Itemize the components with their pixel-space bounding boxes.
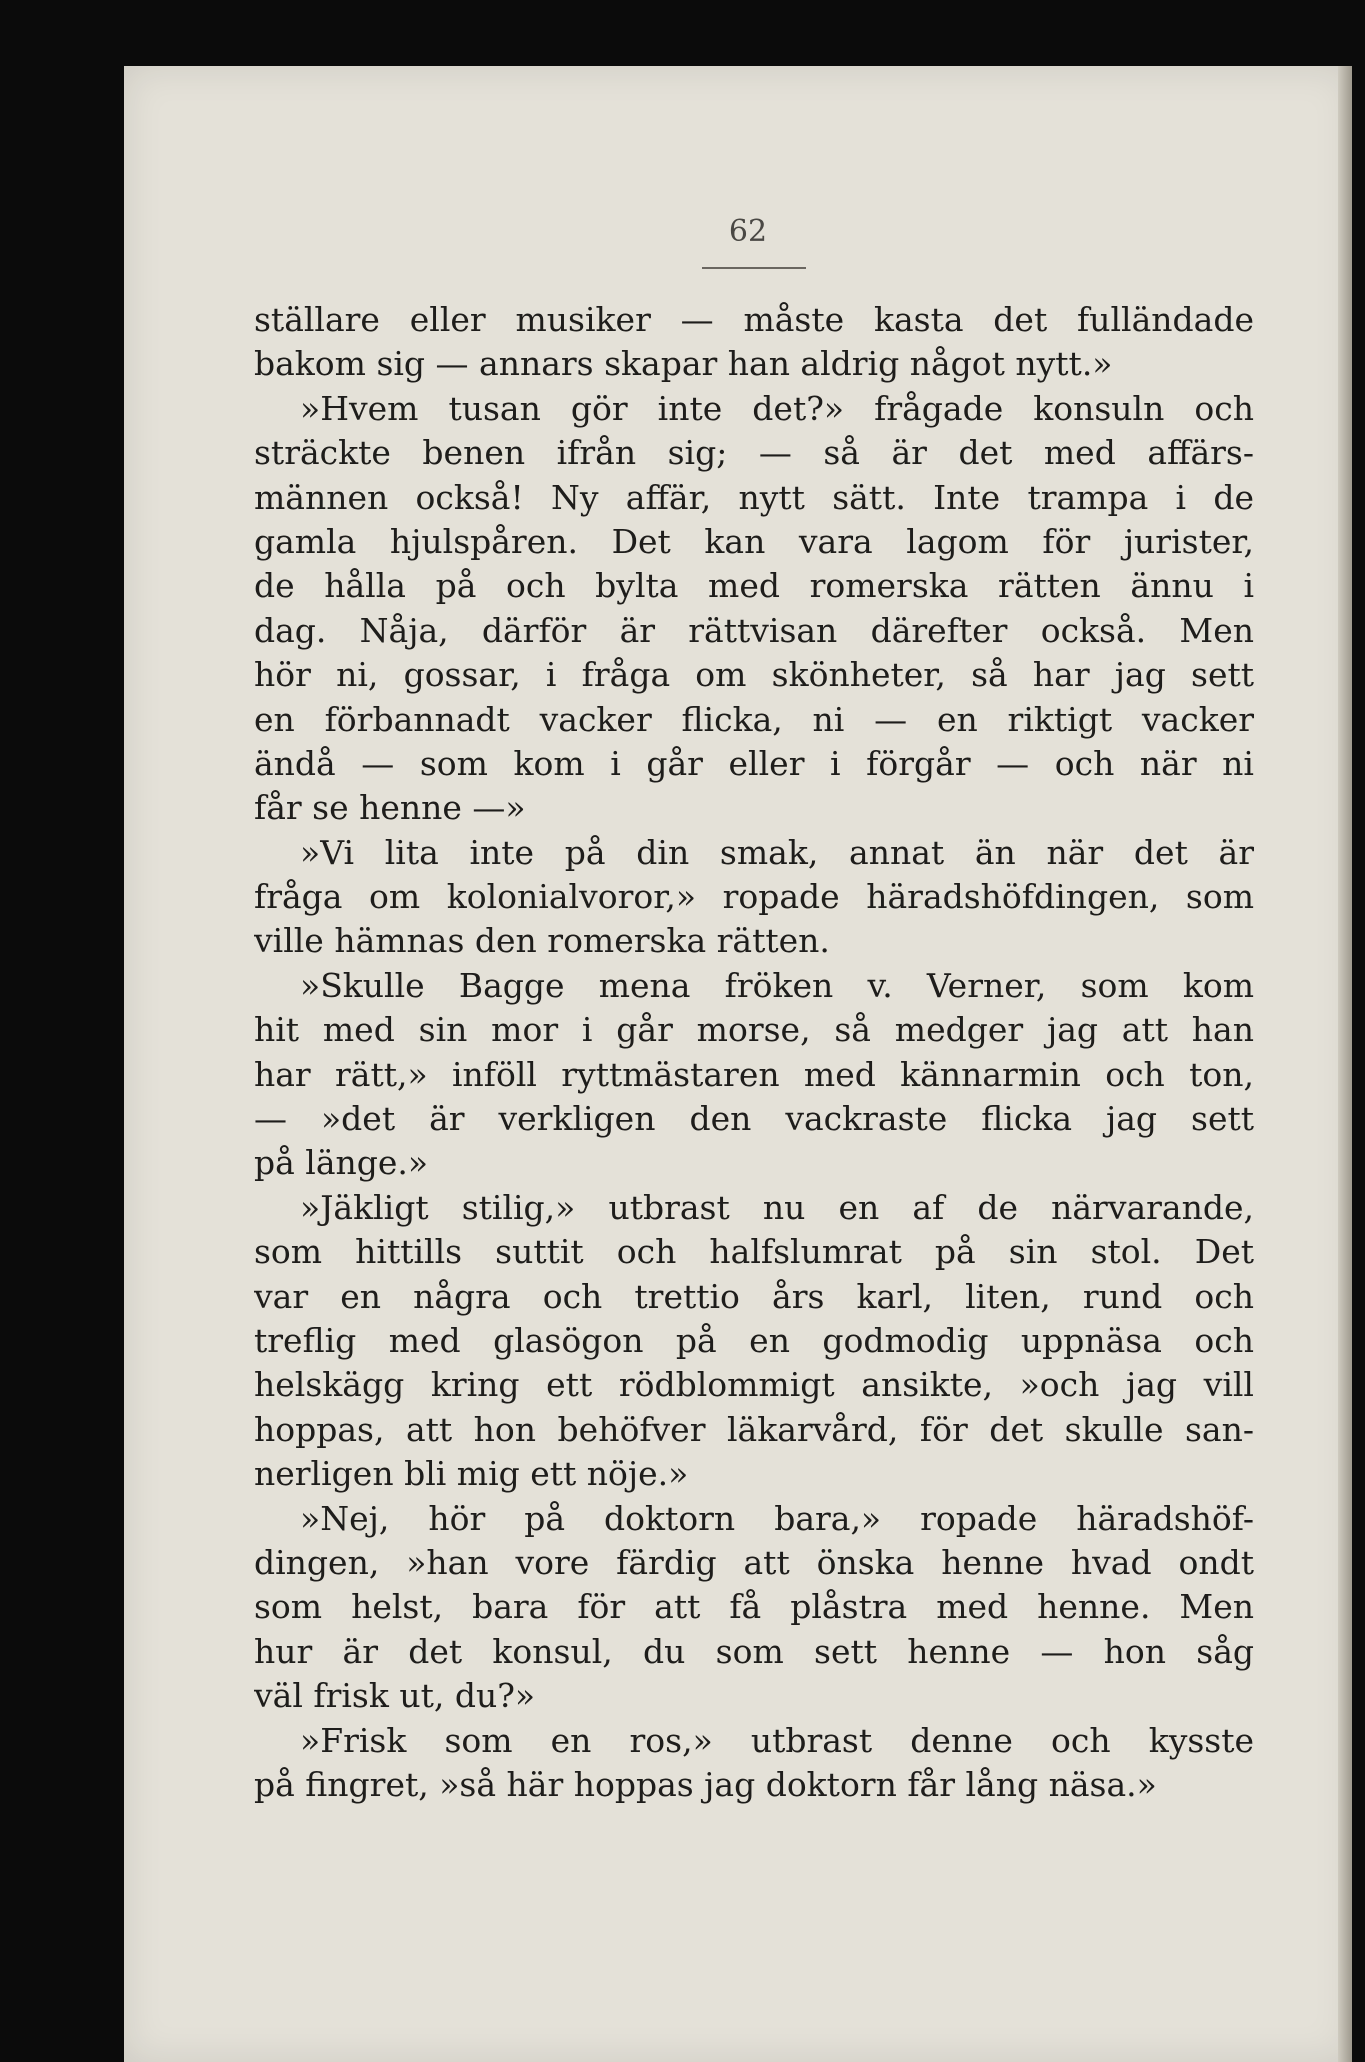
text-line: får se henne —» [254, 788, 526, 828]
text-line: dag. Nåja, därför är rättvisan därefter också. Men [254, 610, 1254, 650]
text-line: »Hvem tusan gör inte det?» frågade konsuln och [300, 388, 1254, 428]
text-line: har rätt,» inföll ryttmästaren med kännarmin och ton, [254, 1054, 1254, 1094]
text-line: de hålla på och bylta med romerska rätten ännu i [254, 566, 1254, 606]
text-line: bakom sig — annars skapar han aldrig något nytt.» [254, 344, 1113, 384]
text-line: som helst, bara för att få plåstra med henne. Men [254, 1587, 1254, 1627]
text-line: hör ni, gossar, i fråga om skönheter, så har jag sett [254, 655, 1254, 695]
text-line: »Frisk som en ros,» utbrast denne och kysste [300, 1720, 1254, 1760]
text-line: hoppas, att hon behöfver läkarvård, för det skulle san- [254, 1409, 1254, 1449]
text-line: som hittills suttit och halfslumrat på sin stol. Det [254, 1232, 1254, 1272]
text-line: helskägg kring ett rödblommigt ansikte, »och jag vill [254, 1365, 1254, 1405]
text-line: dingen, »han vore färdig att önska henne hvad ondt [254, 1542, 1254, 1582]
text-line: gamla hjulspåren. Det kan vara lagom för jurister, [254, 521, 1254, 561]
text-line: hur är det konsul, du som sett henne — hon såg [254, 1631, 1254, 1671]
page-number: 62 [728, 214, 768, 249]
text-line: sträckte benen ifrån sig; — så är det med affärs- [254, 433, 1254, 473]
text-line: ville hämnas den romerska rätten. [254, 921, 830, 961]
text-line: en förbannadt vacker flicka, ni — en riktigt vacker [254, 699, 1254, 739]
page-number-rule [702, 267, 806, 269]
text-line: fråga om kolonialvoror,» ropade häradshöfdingen, som [254, 877, 1254, 917]
text-line: hit med sin mor i går morse, så medger jag att han [254, 1010, 1254, 1050]
text-line: treflig med glasögon på en godmodig uppnäsa och [254, 1320, 1254, 1360]
text-line: väl frisk ut, du?» [254, 1676, 536, 1716]
text-line: — »det är verkligen den vackraste flicka jag sett [254, 1099, 1254, 1139]
text-line: männen också! Ny affär, nytt sätt. Inte trampa i de [254, 477, 1254, 517]
text-line: på fingret, »så här hoppas jag doktorn får lång näsa.» [254, 1764, 1157, 1804]
text-line: på länge.» [254, 1143, 429, 1183]
text-line: »Jäkligt stilig,» utbrast nu en af de närvarande, [300, 1187, 1254, 1227]
body-text [254, 298, 1254, 1807]
text-line: »Nej, hör på doktorn bara,» ropade häradshöf- [300, 1498, 1254, 1538]
text-line: »Skulle Bagge mena fröken v. Verner, som kom [300, 965, 1254, 1005]
text-line: ändå — som kom i går eller i förgår — och när ni [254, 743, 1254, 783]
page-edge [1338, 66, 1352, 2062]
text-line: ställare eller musiker — måste kasta det fulländade [254, 300, 1254, 339]
text-line: var en några och trettio års karl, liten, rund och [254, 1276, 1254, 1316]
text-line: »Vi lita inte på din smak, annat än när det är [300, 832, 1254, 872]
text-line: nerligen bli mig ett nöje.» [254, 1454, 689, 1494]
